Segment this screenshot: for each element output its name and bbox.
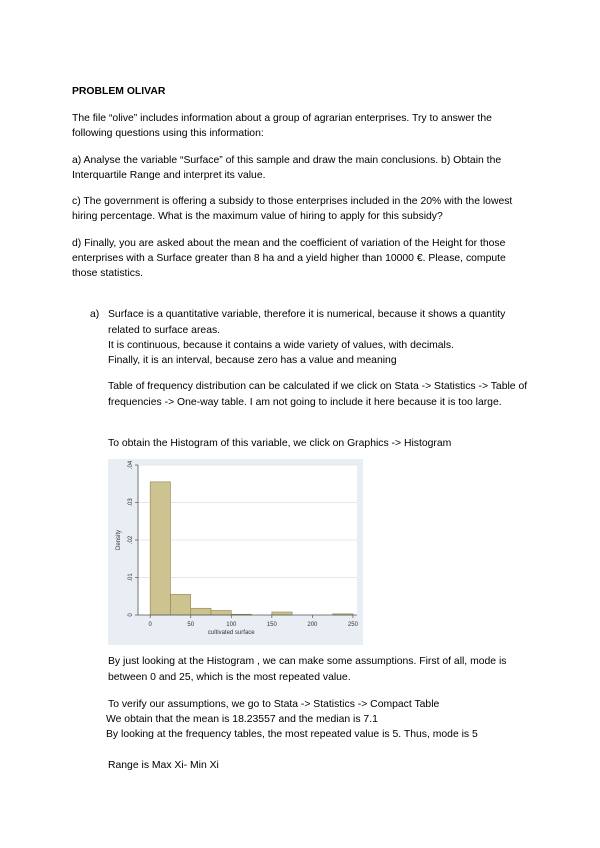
mean-median-line: We obtain that the mean is 18.23557 and the median is 7.1: [106, 714, 378, 725]
histogram-bar: [150, 482, 170, 615]
verify-line: To verify our assumptions, we go to Stata -> Statistics -> Compact Table: [108, 699, 440, 710]
histogram-svg: [108, 459, 363, 645]
x-tick-label: 0: [148, 622, 152, 628]
histogram-bar: [211, 611, 231, 616]
x-tick-label: 250: [347, 622, 358, 628]
x-tick-label: 100: [226, 622, 237, 628]
histogram-bar: [272, 612, 292, 615]
mode-line: By looking at the frequency tables, the most repeated value is 5. Thus, mode is 5: [106, 729, 478, 740]
x-tick-label: 200: [307, 622, 318, 628]
answer-marker: a): [90, 309, 100, 320]
histogram-intro: To obtain the Histogram of this variable, we click on Graphics -> Histogram: [108, 438, 452, 449]
range-line: Range is Max Xi- Min Xi: [108, 760, 219, 771]
y-tick-label: .03: [128, 498, 134, 507]
histogram-bar: [191, 608, 211, 615]
intro-paragraph: The file “olive” includes information about a group of agrarian enterprises. Try to answer the following questions using this information:: [72, 113, 492, 139]
x-axis-label: cultivated surface: [207, 630, 255, 636]
y-axis-label: Density: [116, 529, 122, 551]
y-tick-label: .02: [128, 535, 134, 545]
answer-line-1: [108, 307, 528, 338]
answer-line-3: Finally, it is an interval, because zero has a value and meaning: [108, 355, 397, 366]
document-title: PROBLEM OLIVAR: [72, 86, 166, 97]
question-c: c) The government is offering a subsidy to those enterprises included in the 20% with the lowest hiring percentage. What is the maximum value of hiring to apply for this subsidy?: [72, 196, 513, 222]
question-d: d) Finally, you are asked about the mean and the coefficient of variation of the Height for those enterprises with a Surface greater than 8 ha and a yield higher than 10000 €. Please, compute those statistics.: [72, 238, 506, 279]
question-a-b: a) Analyse the variable “Surface” of this sample and draw the main conclusions. b) Obtain the Interquartile Range and interpret its value.: [72, 155, 502, 181]
y-tick-label: .01: [128, 573, 134, 582]
frequency-table-paragraph: Table of frequency distribution can be calculated if we click on Stata -> Statistics -> Table of frequencies -> One-way table. I am not going to include it here because it is too large.: [108, 381, 528, 408]
after-histogram-paragraph: By just looking at the Histogram , we can make some assumptions. First of all, mode is between 0 and 25, which is the most repeated value.: [108, 656, 507, 683]
answer-line-1-text: Surface is a quantitative variable, therefore it is numerical, because it shows a quantity related to surface areas.: [108, 309, 506, 336]
x-tick-label: 50: [187, 622, 195, 628]
histogram-chart: [108, 459, 363, 645]
y-tick-label: .04: [128, 460, 134, 470]
answer-line-2: It is continuous, because it contains a wide variety of values, with decimals.: [108, 340, 454, 351]
histogram-bar: [170, 594, 190, 615]
x-tick-label: 150: [266, 622, 277, 628]
y-tick-label: 0: [128, 613, 134, 617]
